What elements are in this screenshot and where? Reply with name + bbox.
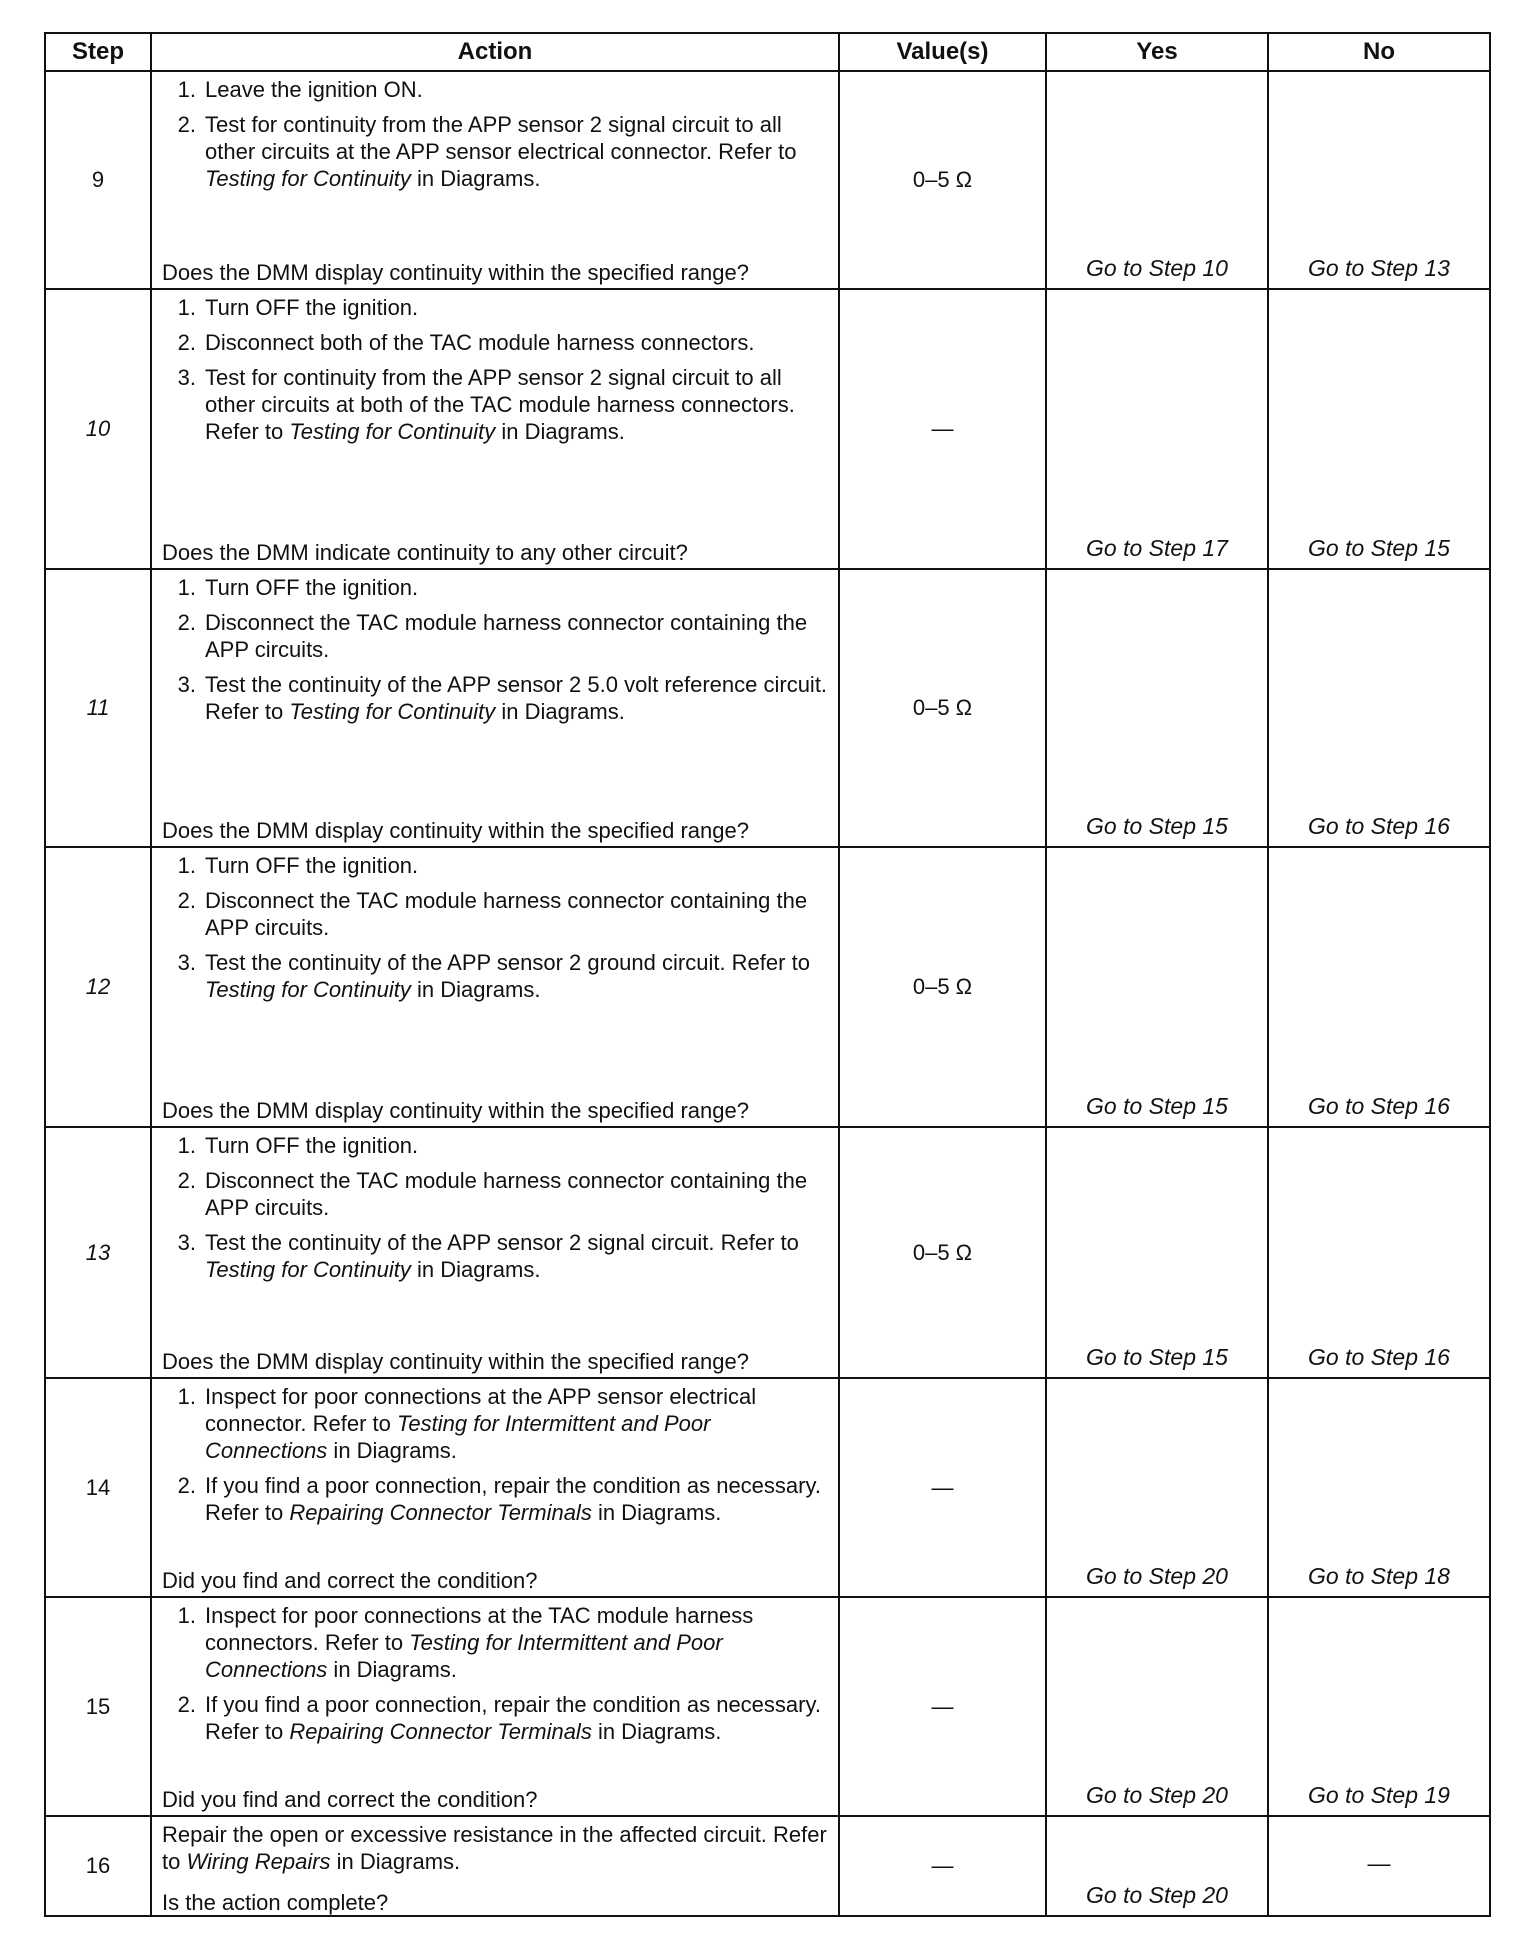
action-item-number: 1. xyxy=(177,1603,196,1628)
question-text: Did you find and correct the condition? xyxy=(162,1568,538,1593)
action-list xyxy=(162,1383,828,1534)
no-cell: Go to Step 19 xyxy=(1268,1597,1490,1816)
header-yes: Yes xyxy=(1046,33,1268,71)
yes-cell: Go to Step 15 xyxy=(1046,1127,1268,1378)
action-item-number: 3. xyxy=(177,950,196,975)
yes-cell: Go to Step 15 xyxy=(1046,569,1268,847)
action-list xyxy=(162,1821,828,1883)
question-text: Does the DMM display continuity within the specified range? xyxy=(162,818,749,843)
reference-text: Testing for Continuity xyxy=(289,419,496,444)
yes-cell: Go to Step 20 xyxy=(1046,1816,1268,1916)
action-item xyxy=(162,1383,828,1464)
reference-text: Testing for Continuity xyxy=(205,1257,411,1282)
header-step: Step xyxy=(45,33,151,71)
reference-text: Testing for Intermittent and Poor Connections xyxy=(205,1411,711,1463)
action-item-number: 3. xyxy=(177,1230,196,1255)
action-item-text xyxy=(205,111,828,192)
table-row xyxy=(45,569,1490,847)
action-item-number: 2. xyxy=(177,610,196,635)
table-row xyxy=(45,1127,1490,1378)
action-text: Test for continuity from the APP sensor 2 signal circuit to all other circuits at the APP sensor electrical connector. Refer to xyxy=(205,112,797,164)
yes-cell: Go to Step 10 xyxy=(1046,71,1268,289)
table-row xyxy=(45,289,1490,569)
yes-cell: Go to Step 17 xyxy=(1046,289,1268,569)
action-item-number: 2. xyxy=(177,1168,196,1193)
action-text: Turn OFF the ignition. xyxy=(205,575,419,600)
action-item-number: 1. xyxy=(177,1384,196,1409)
value-cell: 0–5 Ω xyxy=(839,1127,1046,1378)
no-cell: Go to Step 15 xyxy=(1268,289,1490,569)
action-text-suffix: in Diagrams. xyxy=(591,1719,722,1744)
step-number: 11 xyxy=(45,569,151,847)
action-text-suffix: in Diagrams. xyxy=(410,166,541,191)
action-item xyxy=(162,329,828,356)
action-list xyxy=(162,1602,828,1753)
action-item-text xyxy=(205,1602,828,1683)
reference-text: Repairing Connector Terminals xyxy=(289,1500,592,1525)
action-cell xyxy=(151,1127,839,1378)
value-cell: — xyxy=(839,1816,1046,1916)
action-item xyxy=(162,609,828,663)
action-item-number: 2. xyxy=(177,1692,196,1717)
action-item-text xyxy=(205,1472,828,1526)
action-text: Turn OFF the ignition. xyxy=(205,295,419,320)
action-cell xyxy=(151,569,839,847)
action-text: Disconnect the TAC module harness connector containing the APP circuits. xyxy=(205,888,808,940)
action-text: Disconnect both of the TAC module harness connectors. xyxy=(205,330,755,355)
no-cell: Go to Step 16 xyxy=(1268,847,1490,1127)
action-text: If you find a poor connection, repair the condition as necessary. Refer to xyxy=(205,1692,821,1744)
action-list xyxy=(162,76,828,200)
table-row xyxy=(45,1378,1490,1597)
action-text: Turn OFF the ignition. xyxy=(205,853,419,878)
reference-text: Testing for Continuity xyxy=(205,166,411,191)
question-text: Does the DMM indicate continuity to any other circuit? xyxy=(162,540,688,565)
action-item-number: 1. xyxy=(177,77,196,102)
action-item xyxy=(162,1602,828,1683)
action-item-number: 2. xyxy=(177,888,196,913)
action-text: Leave the ignition ON. xyxy=(205,77,423,102)
action-item-text xyxy=(205,887,828,941)
action-item-text xyxy=(205,329,828,356)
no-cell: — xyxy=(1268,1816,1490,1916)
action-item-text xyxy=(205,364,828,445)
action-item xyxy=(162,671,828,725)
action-item xyxy=(162,1691,828,1745)
question-text: Does the DMM display continuity within the specified range? xyxy=(162,260,749,285)
action-item xyxy=(162,111,828,192)
action-text-suffix: in Diagrams. xyxy=(495,419,625,444)
question-text: Did you find and correct the condition? xyxy=(162,1787,538,1812)
reference-text: Repairing Connector Terminals xyxy=(289,1719,592,1744)
action-text: If you find a poor connection, repair the condition as necessary. Refer to xyxy=(205,1473,821,1525)
reference-text: Testing for Continuity xyxy=(205,977,411,1002)
yes-cell: Go to Step 20 xyxy=(1046,1378,1268,1597)
action-item-text xyxy=(205,76,828,103)
table-row xyxy=(45,847,1490,1127)
no-cell: Go to Step 16 xyxy=(1268,1127,1490,1378)
no-cell: Go to Step 18 xyxy=(1268,1378,1490,1597)
action-item-text xyxy=(205,1383,828,1464)
header-action: Action xyxy=(151,33,839,71)
action-item xyxy=(162,294,828,321)
no-cell: Go to Step 13 xyxy=(1268,71,1490,289)
action-text-suffix: in Diagrams. xyxy=(330,1849,461,1874)
header-values: Value(s) xyxy=(839,33,1046,71)
action-text-suffix: in Diagrams. xyxy=(495,699,625,724)
step-number: 13 xyxy=(45,1127,151,1378)
step-number: 10 xyxy=(45,289,151,569)
action-list xyxy=(162,852,828,1011)
action-item-text xyxy=(205,294,828,321)
action-item xyxy=(162,1132,828,1159)
action-item-number: 1. xyxy=(177,295,196,320)
action-cell xyxy=(151,1816,839,1916)
action-text: Inspect for poor connections at the TAC module harness connectors. Refer to xyxy=(205,1603,754,1655)
action-item-number: 2. xyxy=(177,112,196,137)
action-item-number: 2. xyxy=(177,1473,196,1498)
action-list xyxy=(162,1132,828,1291)
step-number: 14 xyxy=(45,1378,151,1597)
action-item xyxy=(162,852,828,879)
table-row xyxy=(45,1597,1490,1816)
reference-text: Testing for Intermittent and Poor Connections xyxy=(205,1630,723,1682)
action-item-text xyxy=(205,609,828,663)
action-item-text xyxy=(205,1132,828,1159)
action-text-suffix: in Diagrams. xyxy=(327,1438,457,1463)
action-item-number: 1. xyxy=(177,853,196,878)
question-text: Is the action complete? xyxy=(162,1890,389,1915)
action-text: Test the continuity of the APP sensor 2 signal circuit. Refer to xyxy=(205,1230,799,1255)
action-item xyxy=(162,1229,828,1283)
action-item xyxy=(162,76,828,103)
reference-text: Wiring Repairs xyxy=(186,1849,331,1874)
action-item-text xyxy=(162,1821,828,1875)
action-item xyxy=(162,574,828,601)
action-item-number: 3. xyxy=(177,672,196,697)
question-text: Does the DMM display continuity within the specified range? xyxy=(162,1349,749,1374)
action-item xyxy=(162,949,828,1003)
table-row xyxy=(45,71,1490,289)
action-text-suffix: in Diagrams. xyxy=(591,1500,722,1525)
action-list xyxy=(162,574,828,733)
step-number: 16 xyxy=(45,1816,151,1916)
table-row xyxy=(45,1816,1490,1916)
action-item xyxy=(162,1821,828,1875)
action-cell xyxy=(151,1597,839,1816)
value-cell: 0–5 Ω xyxy=(839,569,1046,847)
action-text-suffix: in Diagrams. xyxy=(410,1257,541,1282)
action-item-number: 1. xyxy=(177,1133,196,1158)
action-item xyxy=(162,364,828,445)
reference-text: Testing for Continuity xyxy=(289,699,496,724)
action-text-suffix: in Diagrams. xyxy=(410,977,541,1002)
action-item-text xyxy=(205,852,828,879)
action-item xyxy=(162,887,828,941)
action-item-text xyxy=(205,1167,828,1221)
action-text: Repair the open or excessive resistance in the affected circuit. Refer to xyxy=(162,1822,827,1874)
step-number: 15 xyxy=(45,1597,151,1816)
action-item-text xyxy=(205,1229,828,1283)
action-item-text xyxy=(205,949,828,1003)
yes-cell: Go to Step 15 xyxy=(1046,847,1268,1127)
header-row xyxy=(45,33,1490,71)
header-no: No xyxy=(1268,33,1490,71)
value-cell: — xyxy=(839,1378,1046,1597)
action-item-number: 3. xyxy=(177,365,196,390)
value-cell: — xyxy=(839,1597,1046,1816)
action-text: Turn OFF the ignition. xyxy=(205,1133,419,1158)
action-cell xyxy=(151,847,839,1127)
action-text: Test for continuity from the APP sensor 2 signal circuit to all other circuits at both of the TAC module harness connectors. Refer to xyxy=(205,365,795,444)
action-item xyxy=(162,1167,828,1221)
yes-cell: Go to Step 20 xyxy=(1046,1597,1268,1816)
action-item-number: 2. xyxy=(177,330,196,355)
action-list xyxy=(162,294,828,453)
action-item-text xyxy=(205,574,828,601)
value-cell: 0–5 Ω xyxy=(839,71,1046,289)
step-number: 12 xyxy=(45,847,151,1127)
action-text-suffix: in Diagrams. xyxy=(327,1657,457,1682)
action-item-text xyxy=(205,671,828,725)
value-cell: 0–5 Ω xyxy=(839,847,1046,1127)
action-text: Disconnect the TAC module harness connector containing the APP circuits. xyxy=(205,1168,808,1220)
diagnostic-table xyxy=(44,32,1491,1917)
action-cell xyxy=(151,289,839,569)
action-item-number: 1. xyxy=(177,575,196,600)
value-cell: — xyxy=(839,289,1046,569)
action-text: Inspect for poor connections at the APP sensor electrical connector. Refer to xyxy=(205,1384,757,1436)
no-cell: Go to Step 16 xyxy=(1268,569,1490,847)
action-text: Test the continuity of the APP sensor 2 5.0 volt reference circuit. Refer to xyxy=(205,672,828,724)
action-item-text xyxy=(205,1691,828,1745)
action-cell xyxy=(151,71,839,289)
action-item xyxy=(162,1472,828,1526)
step-number: 9 xyxy=(45,71,151,289)
question-text: Does the DMM display continuity within the specified range? xyxy=(162,1098,749,1123)
action-text: Test the continuity of the APP sensor 2 ground circuit. Refer to xyxy=(205,950,810,975)
action-text: Disconnect the TAC module harness connector containing the APP circuits. xyxy=(205,610,808,662)
action-cell xyxy=(151,1378,839,1597)
